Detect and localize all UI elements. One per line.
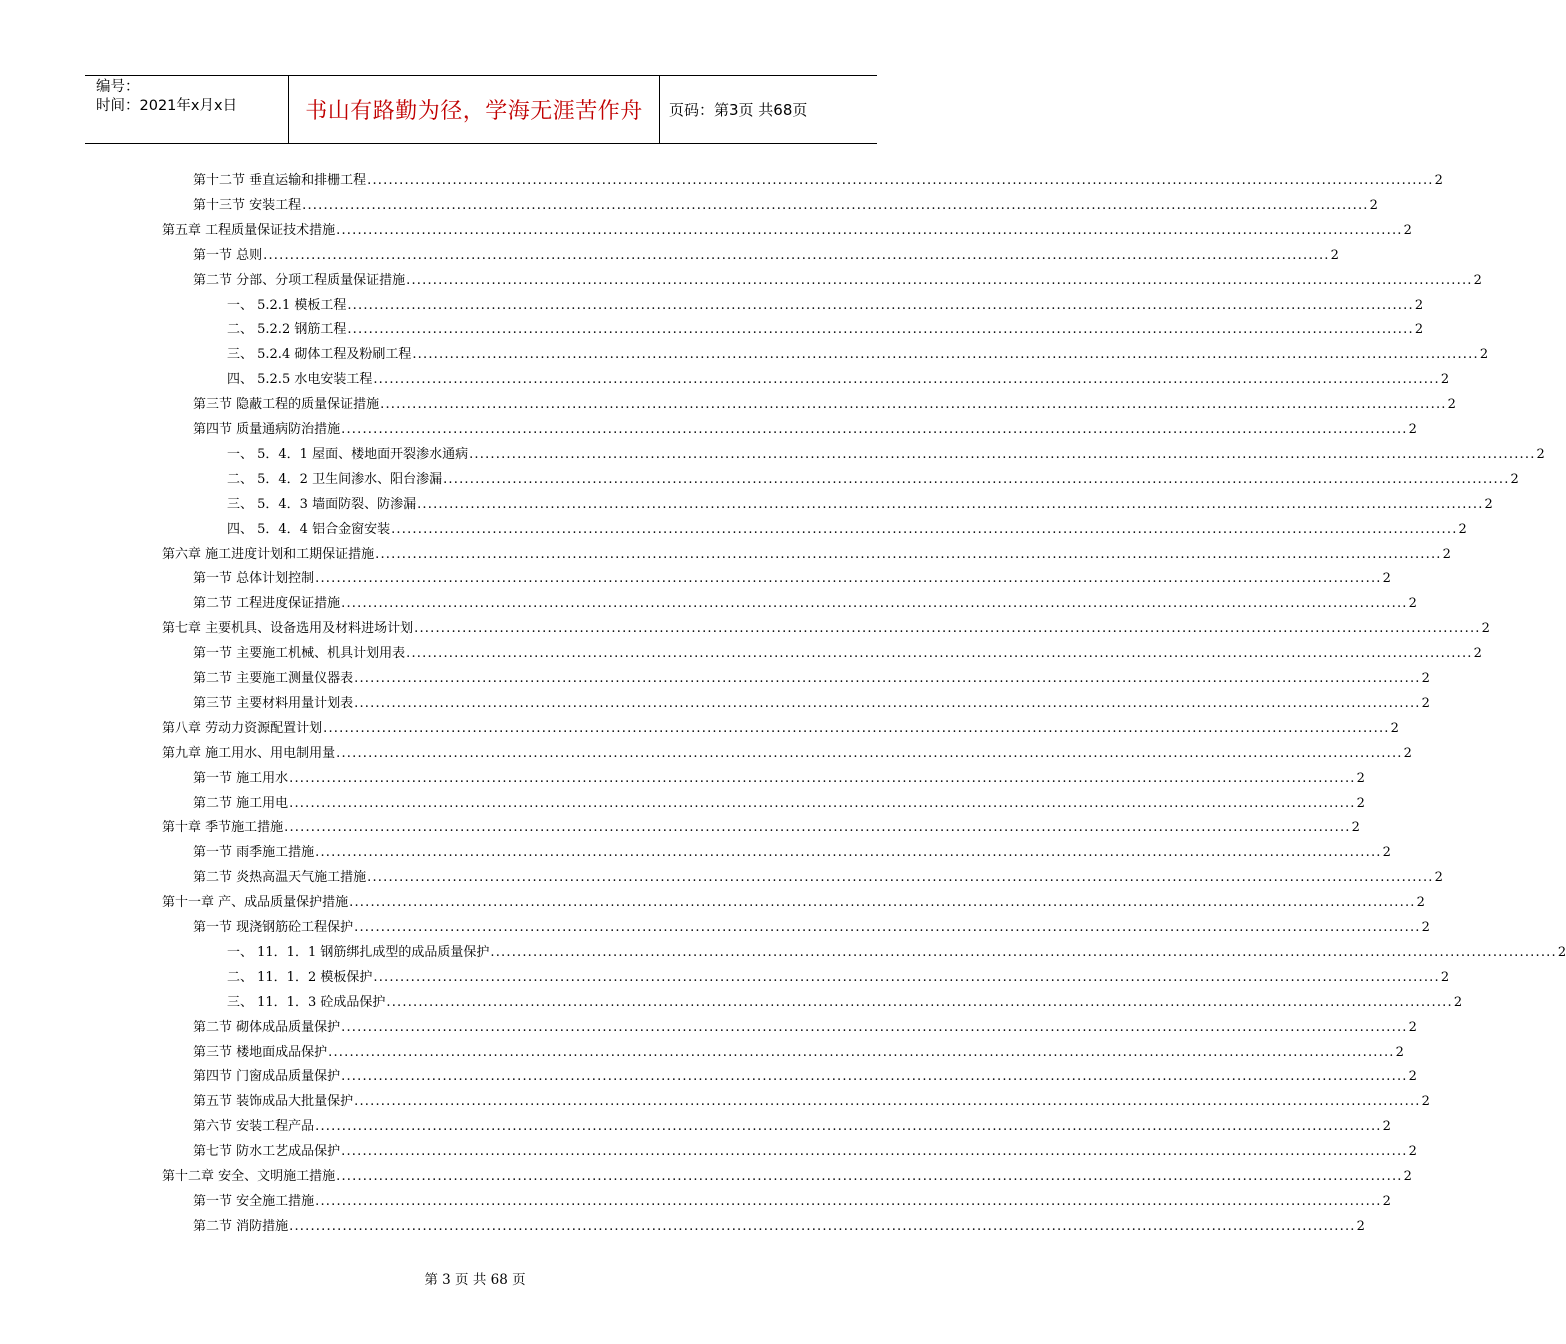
toc-entry-page: 2: [1473, 646, 1482, 662]
toc-entry-title: 第七章 主要机具、设备选用及材料进场计划: [162, 621, 414, 637]
toc-leader-dots: ........................................................................................................................................................................................................: [341, 596, 1408, 612]
toc-entry-title: 三、 11．1．3 砼成品保护: [227, 994, 386, 1010]
toc-entry-title: 第二节 分部、分项工程质量保证措施: [193, 272, 406, 288]
toc-entry-page: 2: [1484, 496, 1493, 512]
toc-entry[interactable]: [193, 1191, 1391, 1213]
toc-entry-title: 第六章 施工进度计划和工期保证措施: [162, 546, 375, 562]
toc-entry-page: 2: [1351, 820, 1360, 836]
toc-entry-title: 第二节 施工用电: [193, 795, 289, 811]
header-meta: [96, 78, 286, 116]
page-footer: [0, 1268, 950, 1288]
toc-leader-dots: ........................................................................................................................................................................................................: [336, 745, 1403, 761]
toc-entry[interactable]: [193, 1066, 1417, 1088]
toc-entry-page: 2: [1382, 1119, 1391, 1135]
toc-entry[interactable]: [193, 643, 1482, 665]
toc-entry[interactable]: [193, 793, 1365, 815]
toc-entry-title: 第四节 门窗成品质量保护: [193, 1069, 341, 1085]
toc-leader-dots: ........................................................................................................................................................................................................: [315, 1193, 1382, 1209]
toc-entry[interactable]: [162, 618, 1490, 640]
toc-entry[interactable]: [227, 469, 1519, 491]
toc-entry-page: 2: [1403, 1169, 1412, 1184]
toc-leader-dots: ........................................................................................................................................................................................................: [349, 895, 1416, 911]
toc-entry-page: 2: [1453, 994, 1463, 1010]
toc-entry[interactable]: [227, 295, 1424, 317]
toc-leader-dots: ........................................................................................................................................................................................................: [373, 372, 1440, 388]
toc-entry[interactable]: [227, 344, 1489, 366]
toc-entry[interactable]: [162, 1166, 1412, 1188]
toc-entry[interactable]: [193, 1091, 1430, 1113]
header-page-info: 页码：第3页 共68页: [669, 101, 808, 119]
toc-entry[interactable]: [193, 1116, 1391, 1138]
toc-leader-dots: ........................................................................................................................................................................................................: [284, 820, 1351, 836]
toc-entry-title: 一、 11．1．1 钢筋绑扎成型的成品质量保护: [227, 944, 490, 960]
toc-entry[interactable]: [227, 942, 1566, 964]
toc-entry-title: 二、 5．4．2 卫生间渗水、阳台渗漏: [227, 471, 443, 487]
toc-entry-page: 2: [1557, 944, 1566, 960]
toc-entry-page: 2: [1414, 297, 1424, 313]
toc-entry-title: 第一节 安全施工措施: [193, 1193, 315, 1209]
toc-entry-title: 第五章 工程质量保证技术措施: [162, 222, 336, 238]
toc-leader-dots: ........................................................................................................................................................................................................: [323, 720, 1390, 736]
toc-entry[interactable]: [193, 668, 1430, 690]
toc-leader-dots: ........................................................................................................................................................................................................: [289, 795, 1356, 811]
header-slogan-cell: [288, 76, 660, 143]
toc-entry[interactable]: [227, 319, 1424, 341]
toc-entry-page: 2: [1408, 596, 1417, 612]
toc-leader-dots: ........................................................................................................................................................................................................: [341, 1144, 1408, 1160]
toc-entry[interactable]: [193, 1017, 1417, 1039]
toc-entry[interactable]: [193, 419, 1417, 441]
toc-entry-page: 2: [1442, 546, 1451, 562]
toc-leader-dots: ........................................................................................................................................................................................................: [263, 247, 1330, 263]
toc-entry[interactable]: [162, 544, 1451, 566]
toc-entry[interactable]: [162, 817, 1360, 839]
toc-entry[interactable]: [193, 768, 1365, 790]
toc-leader-dots: ........................................................................................................................................................................................................: [391, 521, 1458, 537]
toc-entry-title: 第一节 雨季施工措施: [193, 845, 315, 861]
toc-leader-dots: ........................................................................................................................................................................................................: [386, 994, 1453, 1010]
toc-leader-dots: ........................................................................................................................................................................................................: [328, 1044, 1395, 1060]
toc-leader-dots: ........................................................................................................................................................................................................: [341, 1019, 1408, 1035]
toc-entry-page: 2: [1473, 272, 1482, 288]
toc-entry[interactable]: [227, 967, 1450, 989]
toc-leader-dots: ........................................................................................................................................................................................................: [490, 944, 1557, 960]
toc-entry-page: 2: [1395, 1044, 1404, 1060]
toc-entry-page: 2: [1408, 1144, 1417, 1160]
toc-leader-dots: ........................................................................................................................................................................................................: [406, 646, 1473, 662]
toc-entry-title: 第三节 隐蔽工程的质量保证措施: [193, 397, 380, 413]
toc-entry-title: 四、 5.2.5 水电安装工程: [227, 372, 373, 388]
toc-entry-title: 第十一章 产、成品质量保护措施: [162, 895, 349, 911]
toc-entry-page: 2: [1356, 770, 1365, 786]
toc-entry[interactable]: [193, 394, 1456, 416]
toc-entry[interactable]: [227, 494, 1493, 516]
toc-entry-page: 2: [1382, 845, 1391, 861]
toc-entry-title: 第二节 工程进度保证措施: [193, 596, 341, 612]
footer-page-number: 第 3 页 共 68 页: [424, 1272, 526, 1288]
toc-entry[interactable]: [227, 992, 1463, 1014]
toc-entry-title: 第七节 防水工艺成品保护: [193, 1144, 341, 1160]
toc-entry[interactable]: [193, 593, 1417, 615]
toc-entry-page: 2: [1356, 1218, 1365, 1234]
toc-entry-title: 二、 5.2.2 钢筋工程: [227, 322, 347, 338]
toc-entry-page: 2: [1510, 471, 1519, 487]
toc-leader-dots: ........................................................................................................................................................................................................: [341, 1069, 1408, 1085]
toc-leader-dots: ........................................................................................................................................................................................................: [469, 446, 1536, 462]
toc-entry-title: 第十章 季节施工措施: [162, 820, 284, 836]
toc-entry-page: 2: [1416, 895, 1425, 911]
toc-entry[interactable]: [193, 170, 1443, 192]
toc-entry-title: 一、 5．4．1 屋面、楼地面开裂渗水通病: [227, 446, 469, 462]
toc-entry-page: 2: [1421, 920, 1430, 935]
toc-leader-dots: ........................................................................................................................................................................................................: [354, 671, 1421, 686]
toc-leader-dots: ........................................................................................................................................................................................................: [341, 422, 1408, 437]
toc-entry-title: 第一节 现浇钢筋砼工程保护: [193, 920, 354, 935]
toc-leader-dots: ........................................................................................................................................................................................................: [336, 1169, 1403, 1184]
toc-entry-page: 2: [1479, 347, 1489, 363]
toc-leader-dots: ........................................................................................................................................................................................................: [289, 1218, 1356, 1234]
toc-entry-title: 第五节 装饰成品大批量保护: [193, 1094, 354, 1110]
header-slogan: 书山有路勤为径，学海无涯苦作舟: [305, 99, 643, 124]
toc-leader-dots: ........................................................................................................................................................................................................: [373, 969, 1440, 985]
toc-entry-page: 2: [1421, 695, 1430, 711]
toc-entry-page: 2: [1481, 621, 1490, 637]
toc-entry-title: 第一节 施工用水: [193, 770, 289, 786]
toc-entry-page: 2: [1403, 222, 1412, 238]
toc-entry-title: 四、 5．4．4 铝合金窗安装: [227, 521, 391, 537]
toc-entry-page: 2: [1408, 1069, 1417, 1085]
toc-entry[interactable]: [162, 743, 1412, 765]
toc-entry-page: 2: [1458, 521, 1467, 537]
toc-entry-title: 第十三节 安装工程: [193, 197, 302, 213]
toc-entry-title: 第一节 总则: [193, 247, 263, 263]
toc-entry[interactable]: [193, 842, 1391, 864]
toc-entry-title: 第二节 砌体成品质量保护: [193, 1019, 341, 1035]
toc-entry-page: 2: [1369, 197, 1378, 213]
toc-leader-dots: ........................................................................................................................................................................................................: [289, 770, 1356, 786]
toc-entry[interactable]: [227, 519, 1467, 541]
toc-leader-dots: ........................................................................................................................................................................................................: [315, 571, 1382, 587]
toc-entry[interactable]: [193, 693, 1430, 715]
toc-entry-title: 第九章 施工用水、用电制用量: [162, 745, 336, 761]
toc-leader-dots: ........................................................................................................................................................................................................: [367, 173, 1434, 188]
toc-leader-dots: ........................................................................................................................................................................................................: [347, 297, 1414, 313]
toc-entry-page: 2: [1421, 1094, 1430, 1110]
toc-entry-title: 第十二节 垂直运输和排栅工程: [193, 173, 367, 188]
toc-entry-title: 一、 5.2.1 模板工程: [227, 297, 347, 313]
toc-leader-dots: ........................................................................................................................................................................................................: [412, 347, 1479, 363]
toc-entry-title: 三、 5．4．3 墙面防裂、防渗漏: [227, 496, 417, 512]
toc-entry-page: 2: [1356, 795, 1365, 811]
toc-leader-dots: ........................................................................................................................................................................................................: [380, 397, 1447, 413]
toc-entry-page: 2: [1408, 1019, 1417, 1035]
toc-entry-title: 第二节 炎热高温天气施工措施: [193, 870, 367, 886]
toc-entry-title: 第二节 主要施工测量仪器表: [193, 671, 354, 686]
toc-entry[interactable]: [227, 369, 1450, 391]
toc-entry-page: 2: [1414, 322, 1424, 338]
toc-entry[interactable]: [193, 245, 1339, 267]
toc-entry-title: 第二节 消防措施: [193, 1218, 289, 1234]
toc-entry-page: 2: [1440, 969, 1450, 985]
toc-entry-page: 2: [1536, 446, 1545, 462]
toc-entry[interactable]: [193, 270, 1482, 292]
toc-entry-page: 2: [1382, 1193, 1391, 1209]
toc-entry-page: 2: [1440, 372, 1450, 388]
toc-leader-dots: ........................................................................................................................................................................................................: [406, 272, 1473, 288]
toc-entry[interactable]: [227, 444, 1545, 466]
toc-leader-dots: ........................................................................................................................................................................................................: [443, 471, 1510, 487]
toc-entry-title: 二、 11．1．2 模板保护: [227, 969, 373, 985]
header-time-label: 时间：2021年x月x日: [96, 98, 238, 114]
toc-entry-title: 三、 5.2.4 砌体工程及粉刷工程: [227, 347, 412, 363]
toc-entry-title: 第一节 主要施工机械、机具计划用表: [193, 646, 406, 662]
toc-entry-title: 第十二章 安全、文明施工措施: [162, 1169, 336, 1184]
toc-entry-title: 第三节 楼地面成品保护: [193, 1044, 328, 1060]
toc-entry[interactable]: [193, 1042, 1404, 1064]
toc-entry-title: 第六节 安装工程产品: [193, 1119, 315, 1135]
toc-entry-page: 2: [1382, 571, 1391, 587]
toc-leader-dots: ........................................................................................................................................................................................................: [354, 920, 1421, 935]
toc-entry[interactable]: [193, 195, 1378, 217]
toc-entry[interactable]: [193, 867, 1443, 889]
toc-leader-dots: ........................................................................................................................................................................................................: [302, 197, 1369, 213]
toc-leader-dots: ........................................................................................................................................................................................................: [315, 1119, 1382, 1135]
toc-entry-page: 2: [1403, 745, 1412, 761]
toc-leader-dots: ........................................................................................................................................................................................................: [315, 845, 1382, 861]
toc-entry-title: 第一节 总体计划控制: [193, 571, 315, 587]
toc-leader-dots: ........................................................................................................................................................................................................: [336, 222, 1403, 238]
toc-entry-page: 2: [1447, 397, 1456, 413]
toc-entry-page: 2: [1330, 247, 1339, 263]
toc-entry[interactable]: [162, 220, 1412, 242]
toc-entry-page: 2: [1421, 671, 1430, 686]
toc-entry[interactable]: [193, 1141, 1417, 1163]
toc-leader-dots: ........................................................................................................................................................................................................: [367, 870, 1434, 886]
toc-entry-title: 第八章 劳动力资源配置计划: [162, 720, 323, 736]
page-header: [85, 75, 877, 144]
toc-entry-page: 2: [1390, 720, 1399, 736]
toc-leader-dots: ........................................................................................................................................................................................................: [354, 1094, 1421, 1110]
toc-entry[interactable]: [162, 718, 1399, 740]
toc-leader-dots: ........................................................................................................................................................................................................: [417, 496, 1484, 512]
toc-entry[interactable]: [193, 568, 1391, 590]
toc-entry-page: 2: [1408, 422, 1417, 437]
toc-entry[interactable]: [193, 1216, 1365, 1238]
toc-entry-page: 2: [1434, 173, 1443, 188]
toc-entry-title: 第四节 质量通病防治措施: [193, 422, 341, 437]
toc-leader-dots: ........................................................................................................................................................................................................: [375, 546, 1442, 562]
toc-entry-page: 2: [1434, 870, 1443, 886]
toc-leader-dots: ........................................................................................................................................................................................................: [414, 621, 1481, 637]
toc-entry-title: 第三节 主要材料用量计划表: [193, 695, 354, 711]
toc-entry[interactable]: [162, 892, 1425, 914]
toc-entry[interactable]: [193, 917, 1430, 939]
toc-leader-dots: ........................................................................................................................................................................................................: [347, 322, 1414, 338]
header-number-label: 编号：: [96, 79, 140, 95]
toc-leader-dots: ........................................................................................................................................................................................................: [354, 695, 1421, 711]
